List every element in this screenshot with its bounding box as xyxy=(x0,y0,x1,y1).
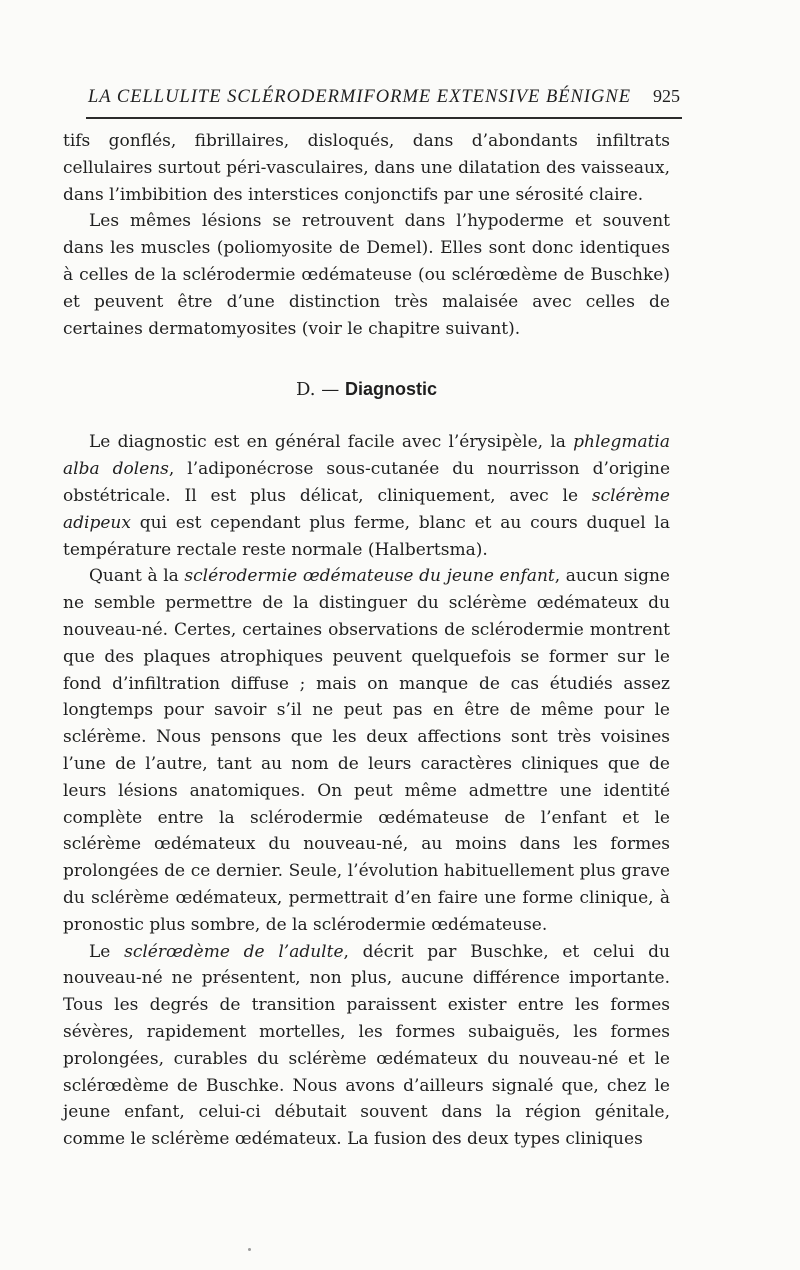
running-title: LA CELLULITE SCLÉRODERMIFORME EXTENSIVE BÉNIGNE xyxy=(88,87,632,107)
paper-speck xyxy=(248,1248,251,1251)
paragraph-scleroderma-child xyxy=(63,563,670,938)
body-text xyxy=(63,128,670,1153)
text-run: , l’adiponécrose sous-cutanée du nourrisson d’origine obstétricale. Il est plus délicat, cliniquement, avec le xyxy=(63,459,671,506)
text-run: , décrit par Buschke, et celui du nouveau-né ne présentent, non plus, aucune différence importante. Tous les degrés de transition paraissent exister entre les formes sévères, rapidement mortelles, les formes subaiguës, les formes prolongées, curables du sclérème œdémateux du nouveau-né et le sclérœdème de Buschke. Nous avons d’ailleurs signalé que, chez le jeune enfant, celui-ci débutait souvent dans la région génitale, comme le sclérème œdémateux. La fusion des deux types cliniques xyxy=(63,941,670,1150)
paragraph-scleredema-adult xyxy=(63,939,670,1153)
italic-term: phlegmatia alba dolens xyxy=(63,432,670,480)
text-run: Le diagnostic est en général facile avec l’érysipèle, la xyxy=(89,432,574,453)
text-run: qui est cependant plus ferme, blanc et au cours duquel la température rectale reste normale (Halbertsma). xyxy=(63,512,670,560)
italic-term: sclérème adipeux xyxy=(63,485,670,533)
section-heading xyxy=(63,376,670,403)
paragraph-continued: tifs gonflés, fibrillaires, disloqués, dans d’abondants infiltrats cellulaires surtout péri-vasculaires, dans une dilatation des vaisseaux, dans l’imbibition des interstices conjonctifs par une sérosité claire. xyxy=(63,131,670,205)
text-run: Quant à la xyxy=(89,566,185,587)
text-run: Le xyxy=(89,941,125,962)
header-rule xyxy=(86,117,682,119)
text-run: , aucun signe ne semble permettre de la distinguer du sclérème œdémateux du nouveau-né. Certes, certaines observations de sclérodermie montrent que des plaques atrophiques peuvent quelquefois se former sur le fond d’infiltration diffuse ; mais on manque de cas étudiés assez longtemps pour savoir s’il ne peut pas en être de même pour le sclérème. Nous pensons que les deux affections sont très voisines l’une de l’autre, tant au nom de leurs caractères cliniques que de leurs lésions anatomiques. On peut même admettre une identité complète entre la sclérodermie œdémateuse de l’enfant et le sclérème œdémateux du nouveau-né, au moins dans les formes prolongées de ce dernier. Seule, l’évolution habituellement plus grave du sclérème œdémateux, permettrait d’en faire une forme clinique, à pronostic plus sombre, de la sclérodermie œdémateuse. xyxy=(63,566,670,935)
paragraph-diagnostic xyxy=(63,429,670,563)
section-letter: D. xyxy=(296,379,316,401)
paragraph-lesions: Les mêmes lésions se retrouvent dans l’hypoderme et souvent dans les muscles (poliomyosite de Demel). Elles sont donc identiques à celles de la sclérodermie œdémateuse (ou sclérœdème de Buschke) et peuvent être d’une distinction très malaisée avec celles de certaines dermatomyosites (voir le chapitre suivant). xyxy=(63,211,670,339)
section-title: Diagnostic xyxy=(344,379,437,400)
page-number: 925 xyxy=(653,86,680,106)
italic-term: sclérodermie œdémateuse du jeune enfant xyxy=(184,566,555,587)
italic-term: sclérœdème de l’adulte xyxy=(124,941,344,962)
running-header xyxy=(88,86,680,116)
section-dash: — xyxy=(315,379,345,401)
